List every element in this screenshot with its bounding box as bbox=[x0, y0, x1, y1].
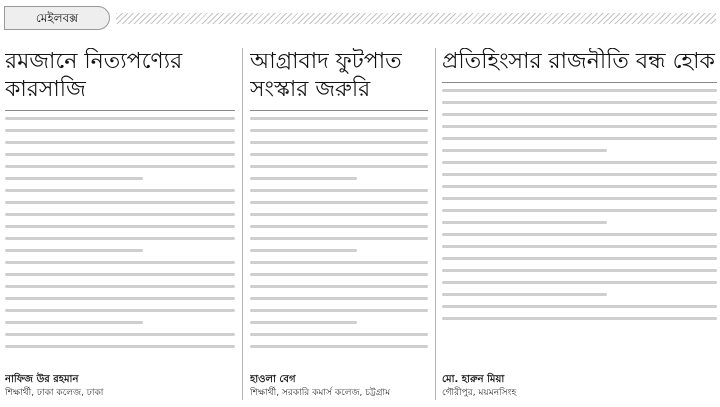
body-text-line bbox=[5, 333, 235, 336]
body-text-line bbox=[5, 237, 235, 240]
body-text-line bbox=[250, 345, 428, 348]
letter-title: প্রতিহিংসার রাজনীতি বন্ধ হোক bbox=[442, 49, 715, 74]
body-text-line bbox=[442, 197, 717, 200]
body-text-line bbox=[250, 225, 428, 228]
letter-byline bbox=[442, 373, 717, 400]
body-text-line bbox=[442, 317, 717, 320]
body-text-line bbox=[5, 141, 235, 144]
body-text-line bbox=[5, 321, 143, 324]
letter-affiliation: শিক্ষার্থী, ঢাকা কলেজ, ঢাকা bbox=[5, 388, 104, 398]
body-text-line bbox=[5, 225, 235, 228]
letter-author: নাফিজ উর রহমান bbox=[5, 374, 79, 385]
letter-byline bbox=[250, 373, 428, 400]
body-text-line bbox=[250, 141, 428, 144]
body-text-line bbox=[250, 285, 428, 288]
letter-byline bbox=[5, 373, 235, 400]
body-text-line bbox=[442, 173, 717, 176]
body-text-line bbox=[5, 165, 235, 168]
body-text-line bbox=[5, 345, 235, 348]
body-text-line bbox=[5, 297, 235, 300]
body-text-line bbox=[442, 209, 717, 212]
body-text-line bbox=[5, 285, 235, 288]
body-text-line bbox=[250, 237, 428, 240]
body-text-line bbox=[250, 333, 428, 336]
column-divider bbox=[242, 48, 243, 400]
body-text-line bbox=[250, 249, 357, 252]
body-text-line bbox=[442, 161, 717, 164]
body-text-line bbox=[5, 249, 143, 252]
body-text-line bbox=[5, 273, 235, 276]
body-text-line bbox=[5, 117, 235, 120]
section-label: মেইলবক্স bbox=[4, 6, 110, 30]
body-text-line bbox=[250, 297, 428, 300]
body-text-line bbox=[250, 273, 428, 276]
letter-body-placeholder bbox=[5, 117, 235, 348]
letter-column bbox=[250, 48, 428, 400]
body-text-line bbox=[442, 89, 717, 92]
body-text-line bbox=[250, 261, 428, 264]
body-text-line bbox=[442, 149, 607, 152]
body-text-line bbox=[442, 185, 717, 188]
body-text-line bbox=[442, 281, 717, 284]
body-text-line bbox=[5, 129, 235, 132]
body-text-line bbox=[250, 213, 428, 216]
body-text-line bbox=[5, 309, 235, 312]
title-divider bbox=[250, 110, 428, 111]
letter-body-placeholder bbox=[442, 89, 717, 320]
body-text-line bbox=[250, 177, 357, 180]
letter-affiliation: গৌরীপুর, ময়মনসিংহ bbox=[442, 388, 517, 398]
body-text-line bbox=[250, 201, 428, 204]
body-text-line bbox=[5, 153, 235, 156]
body-text-line bbox=[250, 189, 428, 192]
body-text-line bbox=[250, 165, 428, 168]
body-text-line bbox=[5, 177, 143, 180]
letter-column bbox=[442, 48, 717, 400]
letter-author: মো. হারুন মিয়া bbox=[442, 374, 505, 385]
body-text-line bbox=[442, 221, 607, 224]
title-divider bbox=[5, 110, 235, 111]
body-text-line bbox=[5, 213, 235, 216]
letter-author: হাওলা বেগ bbox=[250, 374, 296, 385]
column-divider bbox=[435, 48, 436, 400]
body-text-line bbox=[442, 269, 717, 272]
body-text-line bbox=[250, 309, 428, 312]
letter-title: আগ্রাবাদ ফুটপাত সংস্কার জরুরি bbox=[250, 49, 402, 102]
body-text-line bbox=[442, 113, 717, 116]
body-text-line bbox=[5, 189, 235, 192]
title-divider bbox=[442, 82, 717, 83]
body-text-line bbox=[442, 257, 717, 260]
body-text-line bbox=[5, 261, 235, 264]
body-text-line bbox=[442, 293, 607, 296]
body-text-line bbox=[5, 201, 235, 204]
body-text-line bbox=[442, 125, 717, 128]
letter-body-placeholder bbox=[250, 117, 428, 348]
body-text-line bbox=[250, 321, 357, 324]
body-text-line bbox=[442, 137, 717, 140]
body-text-line bbox=[250, 153, 428, 156]
body-text-line bbox=[250, 117, 428, 120]
body-text-line bbox=[442, 305, 717, 308]
body-text-line bbox=[250, 129, 428, 132]
body-text-line bbox=[442, 233, 717, 236]
letter-column bbox=[5, 48, 235, 400]
body-text-line bbox=[442, 245, 717, 248]
letter-affiliation: শিক্ষার্থী, সরকারি কমার্স কলেজ, চট্টগ্রাম bbox=[250, 388, 391, 398]
header-hatch-band bbox=[116, 13, 716, 24]
letter-title: রমজানে নিত্যপণ্যের কারসাজি bbox=[5, 49, 183, 102]
body-text-line bbox=[442, 101, 717, 104]
